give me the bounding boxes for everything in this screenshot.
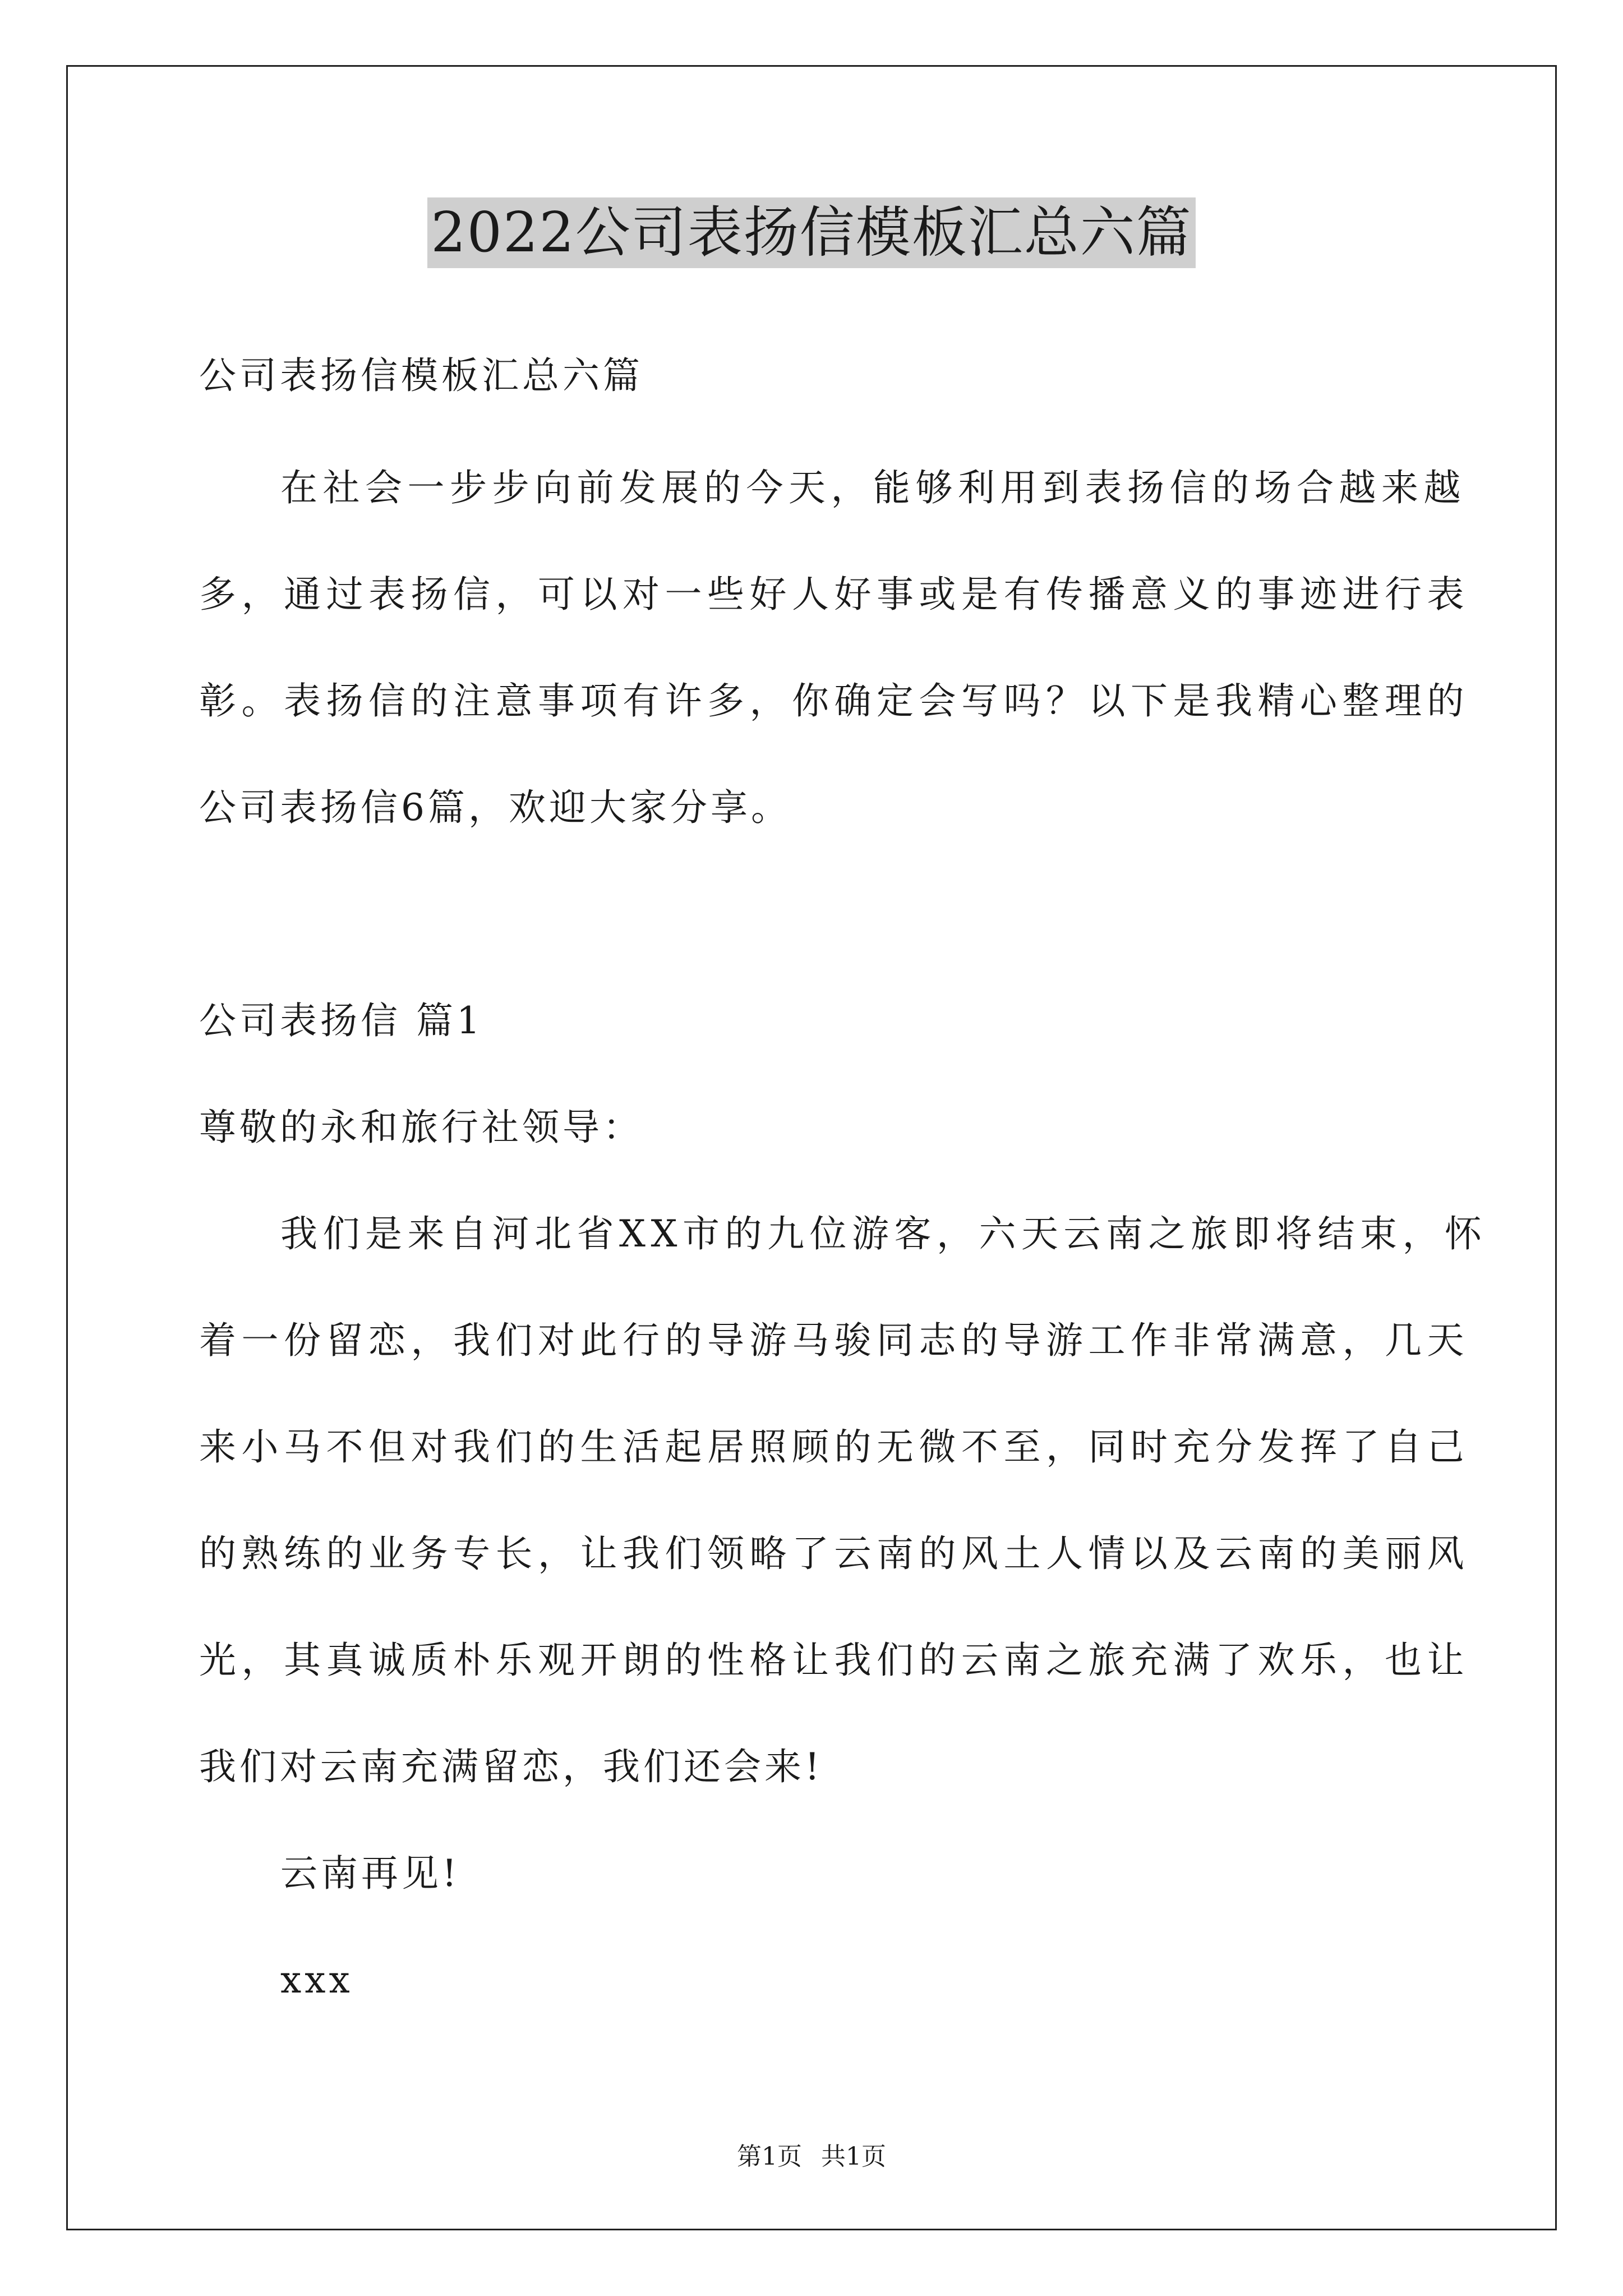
intro-line-3: 彰。表扬信的注意事项有许多，你确定会写吗？以下是我精心整理的 [199, 679, 1469, 723]
body-line-2: 着一份留恋，我们对此行的导游马骏同志的导游工作非常满意，几天 [199, 1319, 1469, 1362]
body-line-1: 我们是来自河北省XX市的九位游客，六天云南之旅即将结束，怀 [280, 1212, 1487, 1255]
document-title [0, 194, 1623, 272]
salutation: 尊敬的永和旅行社领导： [199, 1106, 643, 1149]
body-line-4: 的熟练的业务专长，让我们领略了云南的风土人情以及云南的美丽风 [199, 1532, 1469, 1575]
intro-line-1: 在社会一步步向前发展的今天，能够利用到表扬信的场合越来越 [280, 466, 1466, 509]
closing: 云南再见! [280, 1852, 460, 1895]
document-title-text: 2022公司表扬信模板汇总六篇 [427, 197, 1195, 268]
section-heading: 公司表扬信 篇1 [199, 999, 483, 1042]
signature: xxx [280, 1958, 353, 2001]
document-subtitle: 公司表扬信模板汇总六篇 [199, 354, 643, 397]
body-line-6: 我们对云南充满留恋，我们还会来! [199, 1745, 823, 1788]
body-line-3: 来小马不但对我们的生活起居照顾的无微不至，同时充分发挥了自己 [199, 1425, 1469, 1469]
page-footer: 第1页 共1页 [737, 2142, 886, 2171]
intro-line-2: 多，通过表扬信，可以对一些好人好事或是有传播意义的事迹进行表 [199, 573, 1469, 616]
intro-line-4: 公司表扬信6篇，欢迎大家分享。 [199, 786, 791, 829]
body-line-5: 光，其真诚质朴乐观开朗的性格让我们的云南之旅充满了欢乐，也让 [199, 1639, 1469, 1682]
